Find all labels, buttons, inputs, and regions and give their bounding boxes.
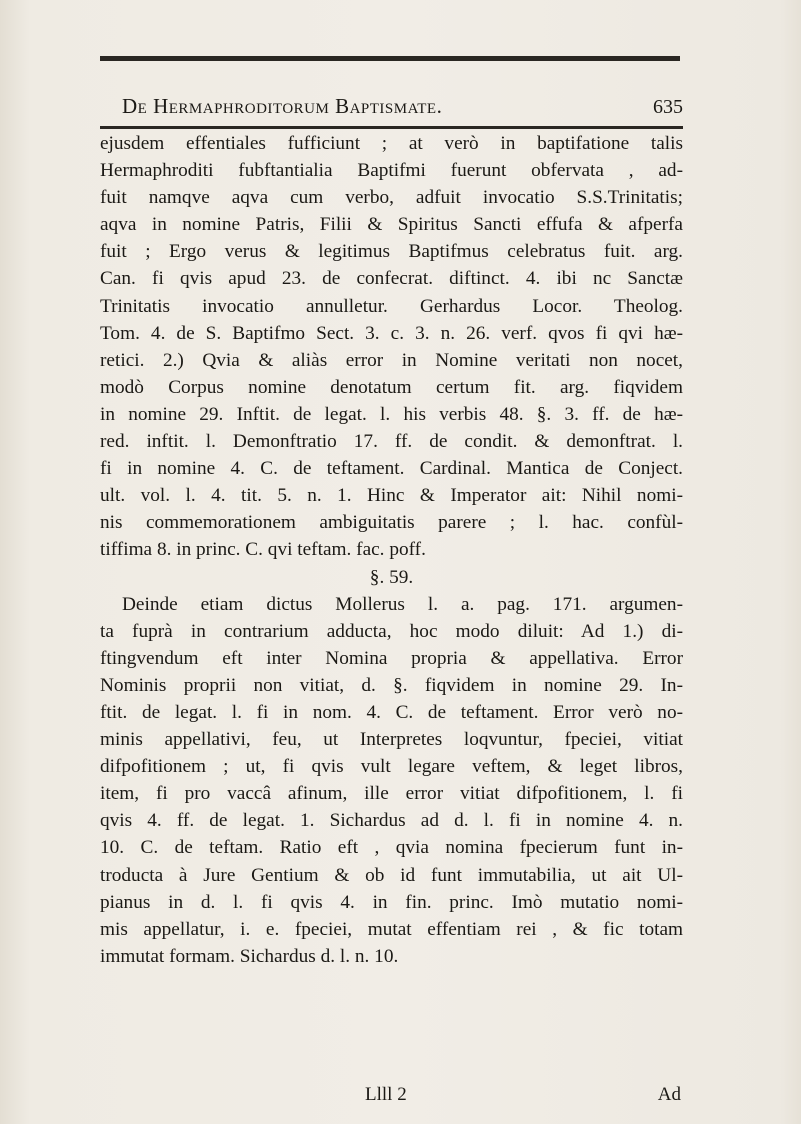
text-line: Hermaphroditi fubftantialia Baptifmi fuerunt obfervata , ad-: [100, 160, 683, 182]
text-line: in nomine 29. Inftit. de legat. l. his verbis 48. §. 3. ff. de hæ-: [100, 403, 683, 425]
text-line: item, fi pro vaccâ afinum, ille error vitiat difpofitionem, l. fi: [100, 783, 683, 805]
text-line: fi in nomine 4. C. de teftament. Cardinal. Mantica de Conject.: [100, 458, 683, 480]
text-line: Nominis proprii non vitiat, d. §. fiqvidem in nomine 29. In-: [100, 674, 683, 696]
page-number: 635: [653, 96, 683, 118]
header-top-rule: [100, 56, 680, 61]
text-line: pianus in d. l. fi qvis 4. in fin. princ. Imò mutatio nomi-: [100, 891, 683, 913]
body-text: [100, 130, 683, 970]
page-footer: [100, 1084, 683, 1114]
text-line: nis commemorationem ambiguitatis parere ; l. hac. confùl-: [100, 512, 683, 534]
text-line: ta fuprà in contrarium adducta, hoc modo diluit: Ad 1.) di-: [100, 620, 683, 642]
running-head-title: De Hermaphroditorum Baptismate.: [122, 94, 443, 118]
text-line: fuit namqve aqva cum verbo, adfuit invocatio S.S.Trinitatis;: [100, 187, 683, 209]
text-line: immutat formam. Sichardus d. l. n. 10.: [100, 945, 399, 967]
text-line: ftingvendum eft inter Nomina propria & appellativa. Error: [100, 647, 683, 669]
text-line: 10. C. de teftam. Ratio eft , qvia nomina fpecierum funt in-: [100, 837, 683, 859]
header-bottom-rule: [100, 126, 683, 129]
text-line: Tom. 4. de S. Baptifmo Sect. 3. c. 3. n. 26. verf. qvos fi qvi hæ-: [100, 322, 683, 344]
text-line: ejusdem effentiales fufficiunt ; at verò in baptifatione talis: [100, 133, 683, 154]
text-line: retici. 2.) Qvia & aliàs error in Nomine veritati non nocet,: [100, 349, 683, 371]
section-number: §. 59.: [369, 566, 414, 588]
text-line: ult. vol. l. 4. tit. 5. n. 1. Hinc & Imperator ait: Nihil nomi-: [100, 485, 683, 507]
text-line: fuit ; Ergo verus & legitimus Baptifmus celebratus fuit. arg.: [100, 241, 683, 263]
text-line: ftit. de legat. l. fi in nom. 4. C. de teftament. Error verò no-: [100, 701, 683, 723]
text-line: modò Corpus nomine denotatum certum fit. arg. fiqvidem: [100, 376, 683, 398]
text-line: aqva in nomine Patris, Filii & Spiritus Sancti effufa & afperfa: [100, 214, 683, 236]
signature-mark: Llll 2: [365, 1084, 407, 1105]
text-line: minis appellativi, feu, ut Interpretes loqvuntur, fpeciei, vitiat: [100, 729, 683, 751]
text-line: Trinitatis invocatio annulletur. Gerhardus Locor. Theolog.: [100, 295, 683, 317]
text-line: tiffima 8. in princ. C. qvi teftam. fac. poff.: [100, 539, 426, 561]
text-line: red. inftit. l. Demonftratio 17. ff. de condit. & demonftrat. l.: [100, 431, 683, 453]
text-line: troducta à Jure Gentium & ob id funt immutabilia, ut ait Ul-: [100, 864, 683, 886]
text-line: difpofitionem ; ut, fi qvis vult legare veftem, & leget libros,: [100, 756, 683, 778]
text-line: Deinde etiam dictus Mollerus l. a. pag. 171. argumen-: [122, 593, 683, 615]
text-line: mis appellatur, i. e. fpeciei, mutat effentiam rei , & fic totam: [100, 918, 683, 940]
catchword: Ad: [657, 1084, 681, 1105]
text-line: Can. fi qvis apud 23. de confecrat. diftinct. 4. ibi nc Sanctæ: [100, 268, 683, 290]
running-head: [100, 94, 683, 124]
text-line: qvis 4. ff. de legat. 1. Sichardus ad d. l. fi in nomine 4. n.: [100, 810, 683, 832]
